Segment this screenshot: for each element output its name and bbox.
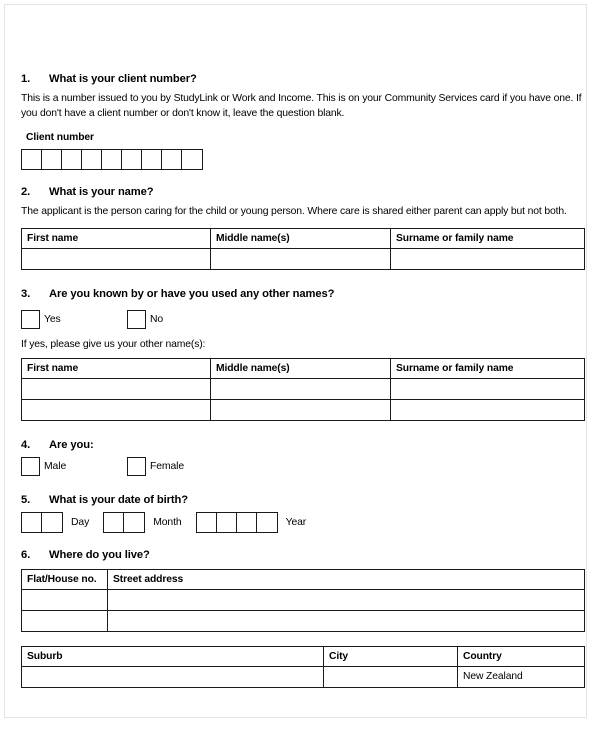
column-header-surname: Surname or family name <box>391 228 585 248</box>
question-4-number: 4. <box>21 438 31 451</box>
dob-year-box[interactable] <box>197 513 217 532</box>
client-number-box[interactable] <box>162 150 182 169</box>
client-number-field[interactable] <box>21 149 584 170</box>
label-no: No <box>150 313 164 325</box>
cell-first-name[interactable] <box>22 248 211 269</box>
question-3-title: Are you known by or have you used any other names? <box>49 287 335 300</box>
checkbox-yes[interactable] <box>21 310 40 329</box>
other-names-table <box>21 358 585 421</box>
dob-year-box[interactable] <box>217 513 237 532</box>
dob-day-box[interactable] <box>22 513 42 532</box>
dob-month-label: Month <box>153 516 182 528</box>
column-header-middle-names: Middle name(s) <box>211 358 391 378</box>
question-1-heading <box>21 73 584 85</box>
cell-city[interactable] <box>324 666 458 687</box>
column-header-surname: Surname or family name <box>391 358 585 378</box>
question-2-heading <box>21 186 584 198</box>
client-number-box[interactable] <box>142 150 162 169</box>
client-number-box[interactable] <box>182 150 202 169</box>
column-header-city: City <box>324 646 458 666</box>
table-row <box>22 589 585 610</box>
table-header-row <box>22 358 585 378</box>
cell-surname[interactable] <box>391 378 585 399</box>
column-header-suburb: Suburb <box>22 646 324 666</box>
column-header-flat-house-no: Flat/House no. <box>22 569 108 589</box>
cell-surname[interactable] <box>391 248 585 269</box>
table-row <box>22 248 585 269</box>
date-of-birth-field <box>21 512 584 533</box>
client-number-box[interactable] <box>82 150 102 169</box>
dob-year-boxes[interactable] <box>196 512 278 533</box>
question-6-heading <box>21 549 584 561</box>
client-number-box[interactable] <box>62 150 82 169</box>
column-header-middle-names: Middle name(s) <box>211 228 391 248</box>
checkbox-female[interactable] <box>127 457 146 476</box>
cell-first-name[interactable] <box>22 378 211 399</box>
gender-options <box>21 457 584 476</box>
client-number-boxes[interactable] <box>21 149 203 170</box>
option-female[interactable] <box>127 457 184 476</box>
dob-year-box[interactable] <box>257 513 277 532</box>
column-header-first-name: First name <box>22 228 211 248</box>
applicant-name-table <box>21 228 585 270</box>
question-5-number: 5. <box>21 493 31 506</box>
form-content <box>21 73 584 688</box>
street-address-table <box>21 569 585 632</box>
client-number-label: Client number <box>26 132 94 143</box>
other-names-options <box>21 310 584 329</box>
cell-suburb[interactable] <box>22 666 324 687</box>
dob-month-boxes[interactable] <box>103 512 145 533</box>
cell-country[interactable]: New Zealand <box>458 666 585 687</box>
question-3-number: 3. <box>21 287 31 300</box>
cell-street-address[interactable] <box>108 589 585 610</box>
question-4-heading <box>21 439 584 451</box>
table-header-row <box>22 569 585 589</box>
label-yes: Yes <box>44 313 61 325</box>
dob-day-boxes[interactable] <box>21 512 63 533</box>
cell-flat-house-no[interactable] <box>22 589 108 610</box>
question-2-body: The applicant is the person caring for the child or young person. Where care is shared either parent can apply but not both. <box>21 206 567 217</box>
question-1-number: 1. <box>21 73 31 85</box>
table-row <box>22 666 585 687</box>
question-5-title: What is your date of birth? <box>49 493 189 506</box>
question-2-title: What is your name? <box>49 186 154 198</box>
question-5-heading <box>21 494 584 506</box>
question-2-number: 2. <box>21 186 31 198</box>
dob-year-label: Year <box>285 516 307 528</box>
client-number-box[interactable] <box>22 150 42 169</box>
question-6-title: Where do you live? <box>49 548 150 561</box>
question-4-title: Are you: <box>49 438 94 451</box>
cell-flat-house-no[interactable] <box>22 610 108 631</box>
question-3-note: If yes, please give us your other name(s): <box>21 338 206 350</box>
label-male: Male <box>44 460 67 472</box>
option-male[interactable] <box>21 457 127 476</box>
question-3-heading <box>21 288 584 300</box>
client-number-box[interactable] <box>42 150 62 169</box>
label-female: Female <box>150 460 185 472</box>
option-yes[interactable] <box>21 310 127 329</box>
cell-street-address[interactable] <box>108 610 585 631</box>
column-header-first-name: First name <box>22 358 211 378</box>
table-row <box>22 610 585 631</box>
dob-year-box[interactable] <box>237 513 257 532</box>
table-header-row <box>22 228 585 248</box>
option-no[interactable] <box>127 310 163 329</box>
form-page <box>4 4 587 718</box>
checkbox-male[interactable] <box>21 457 40 476</box>
client-number-box[interactable] <box>102 150 122 169</box>
dob-month-box[interactable] <box>104 513 124 532</box>
table-header-row <box>22 646 585 666</box>
client-number-box[interactable] <box>122 150 142 169</box>
cell-first-name[interactable] <box>22 399 211 420</box>
cell-middle-names[interactable] <box>211 248 391 269</box>
cell-middle-names[interactable] <box>211 399 391 420</box>
checkbox-no[interactable] <box>127 310 146 329</box>
region-table <box>21 646 585 688</box>
cell-middle-names[interactable] <box>211 378 391 399</box>
cell-surname[interactable] <box>391 399 585 420</box>
question-6-number: 6. <box>21 548 31 561</box>
column-header-country: Country <box>458 646 585 666</box>
dob-day-label: Day <box>71 516 90 528</box>
question-1-title: What is your client number? <box>49 73 197 85</box>
question-1-body: This is a number issued to you by StudyLink or Work and Income. This is on your Community Services card if you have one. If you don't have a client number or don't know it, leave the question blank. <box>21 93 582 119</box>
table-row <box>22 378 585 399</box>
column-header-street-address: Street address <box>108 569 585 589</box>
dob-month-box[interactable] <box>124 513 144 532</box>
table-row <box>22 399 585 420</box>
dob-day-box[interactable] <box>42 513 62 532</box>
